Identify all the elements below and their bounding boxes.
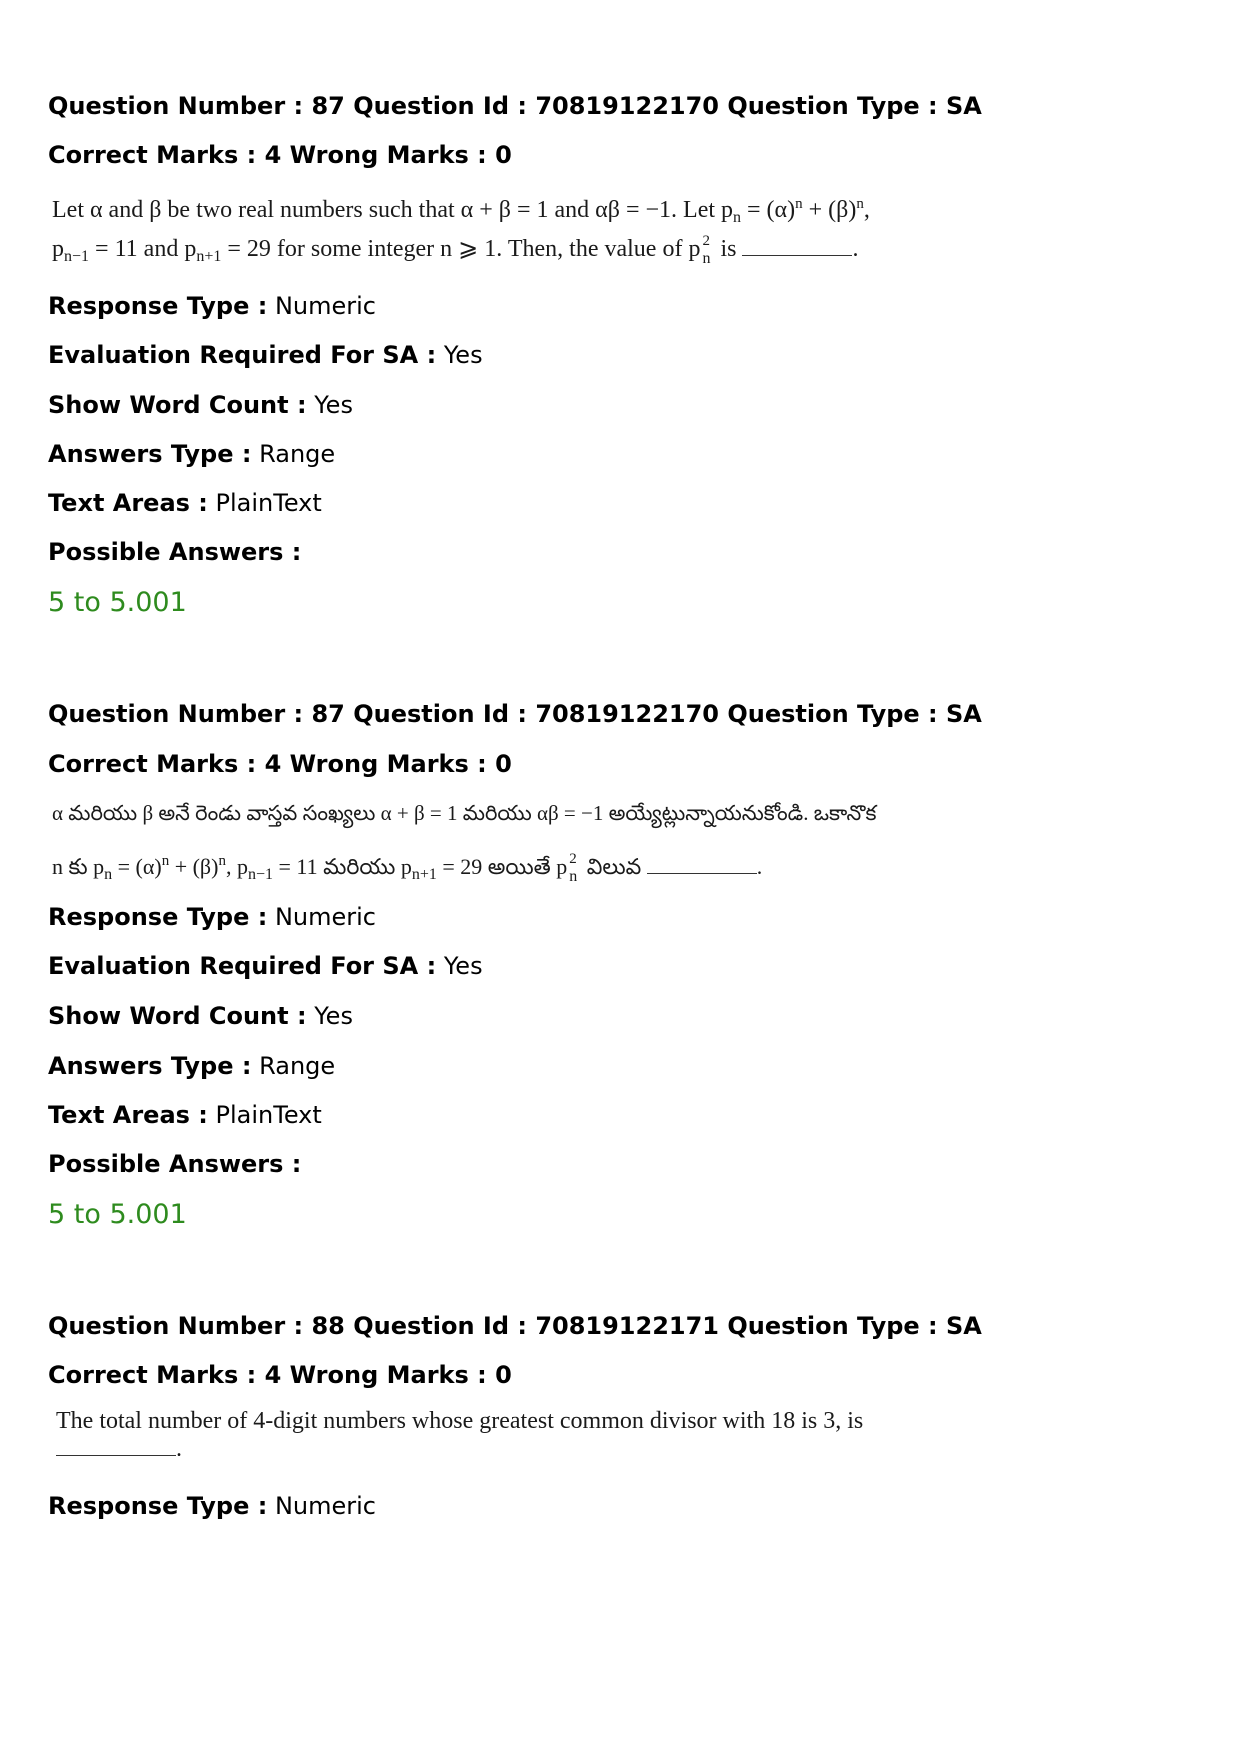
response-type: Response Type : Numeric xyxy=(48,292,376,320)
question-text-line: n కు $p_n = (\alpha)^n + (\beta)^n$, $p_{n-1} = 11$ మరియు $p_{n+1} = 29$ అయితే p 2 n విలువ . xyxy=(52,851,763,885)
question-text-line: $p_{n-1} = 11$ and $p_{n+1} = 29$ for some integer n ⩾ 1. Then, the value of p 2 n is . xyxy=(52,233,859,267)
question-header: Question Number : 88 Question Id : 70819122171 Question Type : SA xyxy=(48,1312,982,1340)
answer-blank xyxy=(647,855,757,874)
answer-blank xyxy=(742,237,852,256)
possible-answers-label: Possible Answers : xyxy=(48,1150,302,1178)
text-areas: Text Areas : PlainText xyxy=(48,1101,322,1129)
show-word-count: Show Word Count : Yes xyxy=(48,1002,353,1030)
possible-answer-value: 5 to 5.001 xyxy=(48,587,187,618)
question-text-line: . xyxy=(56,1434,182,1464)
possible-answer-value: 5 to 5.001 xyxy=(48,1199,187,1230)
question-header: Question Number : 87 Question Id : 70819122170 Question Type : SA xyxy=(48,92,982,120)
question-marks: Correct Marks : 4 Wrong Marks : 0 xyxy=(48,750,512,778)
text-areas: Text Areas : PlainText xyxy=(48,489,322,517)
show-word-count: Show Word Count : Yes xyxy=(48,391,353,419)
question-text-line: The total number of 4-digit numbers whose greatest common divisor with 18 is 3, is xyxy=(56,1408,864,1434)
answers-type: Answers Type : Range xyxy=(48,440,336,468)
evaluation-required: Evaluation Required For SA : Yes xyxy=(48,952,483,980)
question-marks: Correct Marks : 4 Wrong Marks : 0 xyxy=(48,1361,512,1389)
response-type: Response Type : Numeric xyxy=(48,1492,376,1520)
possible-answers-label: Possible Answers : xyxy=(48,538,302,566)
answer-blank xyxy=(56,1437,176,1456)
evaluation-required: Evaluation Required For SA : Yes xyxy=(48,341,483,369)
question-marks: Correct Marks : 4 Wrong Marks : 0 xyxy=(48,141,512,169)
question-header: Question Number : 87 Question Id : 70819122170 Question Type : SA xyxy=(48,700,982,728)
question-text-line: α మరియు β అనే రెండు వాస్తవ సంఖ్యలు α + β = 1 మరియు αβ = −1 అయ్యేట్లున్నాయనుకోండి. ఒకానొక xyxy=(52,801,877,825)
response-type: Response Type : Numeric xyxy=(48,903,376,931)
question-text-line: Let α and β be two real numbers such that α + β = 1 and αβ = −1. Let $p_n = (\alpha)^n + (\beta)^n$, xyxy=(52,196,870,226)
answers-type: Answers Type : Range xyxy=(48,1052,336,1080)
